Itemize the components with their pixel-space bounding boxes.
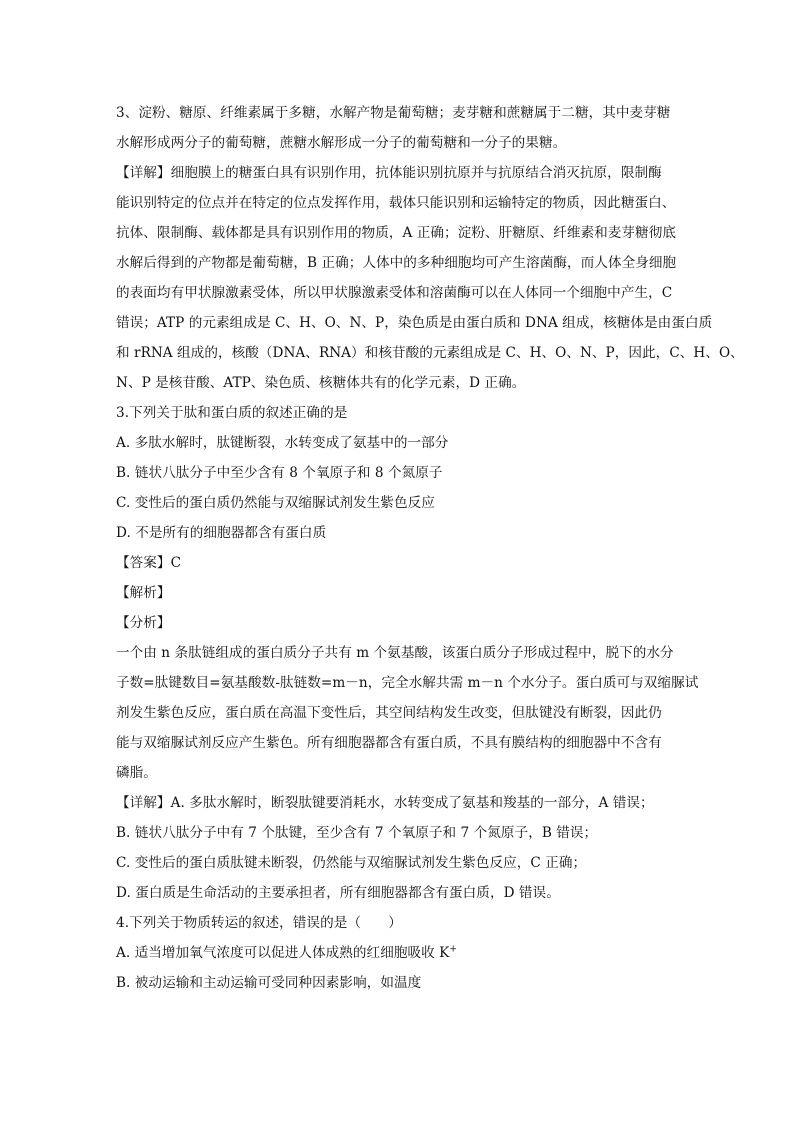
text-line-6: 水解后得到的产物都是葡萄糖，B 正确；人体中的多种细胞均可产生溶菌酶，而人体全身细胞	[116, 255, 677, 271]
text-line-7: 的表面均有甲状腺激素受体，所以甲状腺激素受体和溶菌酶可以在人体同一个细胞中产生，C	[116, 285, 673, 301]
superscript-plus: +	[449, 944, 457, 955]
text-line-19: 一个由 n 条肽链组成的蛋白质分子共有 m 个氨基酸，该蛋白质分子形成过程中，脱下的水分	[116, 645, 674, 661]
text-line-5: 抗体、限制酶、载体都是具有识别作用的物质，A 正确；淀粉、肝糖原、纤维素和麦芽糖彻底	[116, 225, 676, 241]
text-line-2: 水解形成两分子的葡萄糖，蔗糖水解形成一分子的葡萄糖和一分子的果糖。	[116, 135, 567, 151]
question-4-option-b: B. 被动运输和主动运输可受同种因素影响，如温度	[116, 975, 422, 991]
text-line-24: 【详解】A. 多肽水解时，断裂肽键要消耗水，水转变成了氨基和羧基的一部分，A 错误；	[116, 795, 654, 811]
text-line-1: 3、淀粉、糖原、纤维素属于多糖，水解产物是葡萄糖；麦芽糖和蔗糖属于二糖，其中麦芽糖	[116, 105, 671, 121]
text-line-4: 能识别特定的位点并在特定的位点发挥作用，载体只能识别和运输特定的物质，因此糖蛋白、	[116, 195, 676, 211]
text-line-9: 和 rRNA 组成的，核酸（DNA、RNA）和核苷酸的元素组成是 C、H、O、N、P，因此，C、H、O、	[116, 345, 744, 361]
question-3-stem: 3.下列关于肽和蛋白质的叙述正确的是	[116, 405, 348, 421]
text-line-26: C. 变性后的蛋白质肽键未断裂，仍然能与双缩脲试剂发生紫色反应，C 正确；	[116, 855, 587, 871]
question-4-option-a-text: A. 适当增加氧气浓度可以促进人体成熟的红细胞吸收 K	[116, 945, 450, 961]
text-line-27: D. 蛋白质是生命活动的主要承担者，所有细胞器都含有蛋白质，D 错误。	[116, 885, 560, 901]
text-line-3: 【详解】细胞膜上的糖蛋白具有识别作用，抗体能识别抗原并与抗原结合消灭抗原，限制酶	[116, 165, 662, 181]
text-line-22: 能与双缩脲试剂反应产生紫色。所有细胞器都含有蛋白质，不具有膜结构的细胞器中不含有	[116, 735, 662, 751]
analysis-subheading: 【分析】	[116, 615, 171, 631]
question-3-option-b: B. 链状八肽分子中至少含有 8 个氧原子和 8 个氮原子	[116, 465, 443, 481]
text-line-20: 子数=肽键数目=氨基酸数-肽链数=m－n，完全水解共需 m－n 个水分子。蛋白质可与双缩脲试	[116, 675, 699, 691]
text-line-23: 磷脂。	[116, 765, 157, 781]
question-4-option-a	[116, 938, 682, 968]
text-line-21: 剂发生紫色反应，蛋白质在高温下变性后，其空间结构发生改变，但肽键没有断裂，因此仍	[116, 705, 662, 721]
analysis-heading: 【解析】	[116, 585, 171, 601]
answer-line: 【答案】C	[116, 555, 182, 571]
text-line-10: N、P 是核苷酸、ATP、染色质、核糖体共有的化学元素，D 正确。	[116, 375, 526, 391]
question-3-option-c: C. 变性后的蛋白质仍然能与双缩脲试剂发生紫色反应	[116, 495, 435, 511]
text-line-25: B. 链状八肽分子中有 7 个肽键，至少含有 7 个氧原子和 7 个氮原子，B 错误；	[116, 825, 598, 841]
document-page	[116, 98, 744, 998]
question-4-stem: 4.下列关于物质转运的叙述，错误的是（ ）	[116, 915, 402, 931]
text-line-8: 错误；ATP 的元素组成是 C、H、O、N、P，染色质是由蛋白质和 DNA 组成，核糖体是由蛋白质	[116, 315, 713, 331]
question-3-option-a: A. 多肽水解时，肽键断裂，水转变成了氨基中的一部分	[116, 435, 449, 451]
question-3-option-d: D. 不是所有的细胞器都含有蛋白质	[116, 525, 327, 541]
